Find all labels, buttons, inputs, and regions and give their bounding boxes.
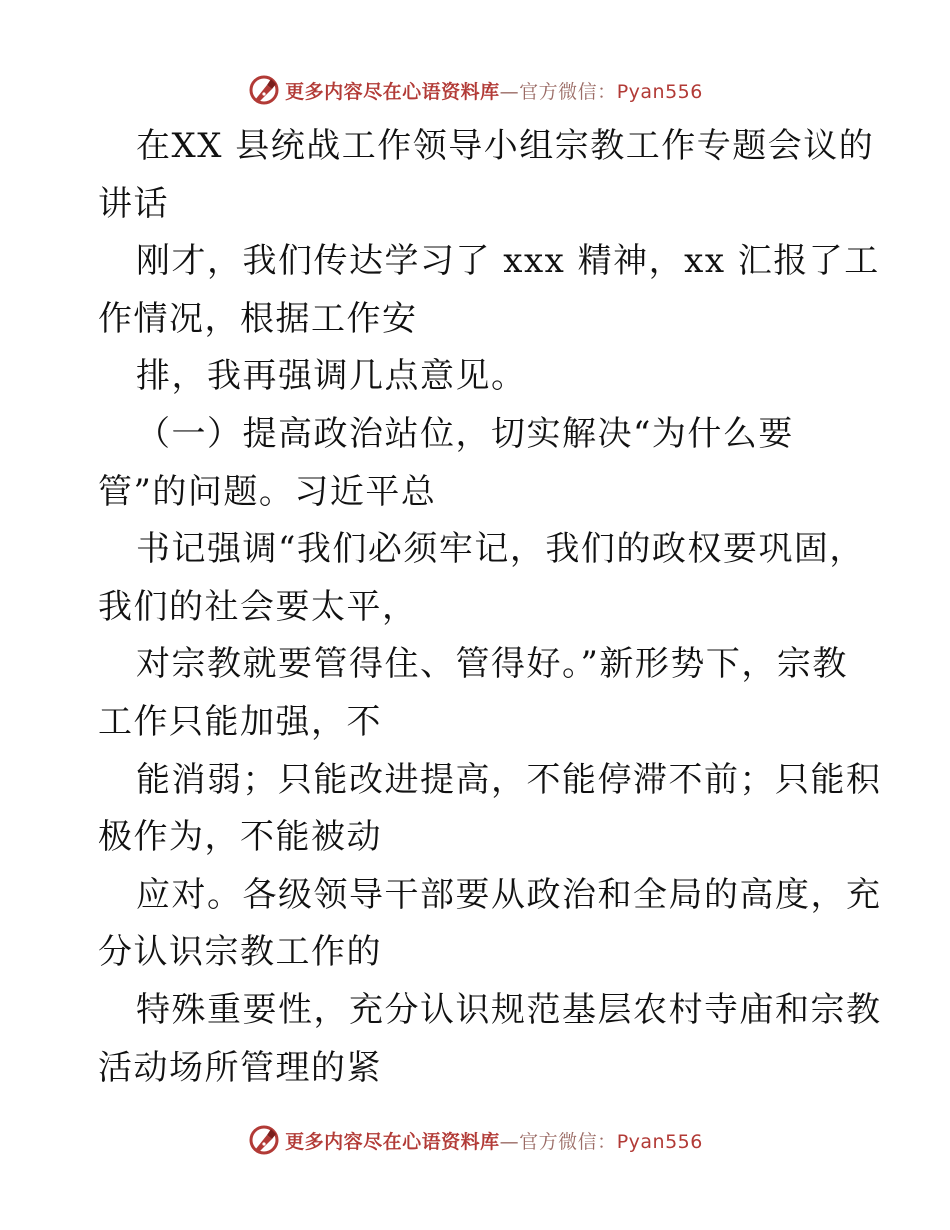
watermark-wechat-id: Pyan556 <box>616 80 703 103</box>
document-line: 作情况，根据工作安 <box>98 298 418 339</box>
document-line: 讲话 <box>98 183 169 224</box>
document-line: （一）提高政治站位，切实解决“为什么要 <box>136 413 794 454</box>
watermark-footer <box>0 1120 950 1160</box>
document-line: 排，我再强调几点意见。 <box>136 356 527 397</box>
watermark-wechat-label: 官方微信： <box>519 1130 617 1153</box>
document-line: 活动场所管理的紧 <box>98 1047 382 1088</box>
watermark-text <box>285 1127 703 1154</box>
watermark-separator: — <box>499 1130 520 1153</box>
document-line: 我们的社会要太平， <box>98 586 418 627</box>
watermark-wechat-id: Pyan556 <box>616 1130 703 1153</box>
document-line: 对宗教就要管得住、管得好。”新形势下，宗教 <box>136 644 848 685</box>
document-line: 书记强调“我们必须牢记，我们的政权要巩固， <box>136 529 865 570</box>
watermark-separator: — <box>499 80 520 103</box>
watermark-brand: 更多内容尽在心语资料库 <box>285 1130 500 1153</box>
document-line: 工作只能加强，不 <box>98 701 382 742</box>
document-line: 刚才，我们传达学习了 xxx 精神，xx 汇报了工 <box>136 241 880 282</box>
watermark-wechat-label: 官方微信： <box>519 80 617 103</box>
watermark-text <box>285 77 703 104</box>
pen-nib-circle-icon <box>247 1123 281 1157</box>
document-line: 分认识宗教工作的 <box>98 932 382 973</box>
document-body <box>98 118 882 1097</box>
watermark-brand: 更多内容尽在心语资料库 <box>285 80 500 103</box>
watermark-header <box>0 70 950 110</box>
pen-nib-circle-icon <box>247 73 281 107</box>
document-line: 在XX 县统战工作领导小组宗教工作专题会议的 <box>136 126 875 166</box>
document-line: 应对。各级领导干部要从政治和全局的高度，充 <box>136 874 882 915</box>
document-line: 能消弱；只能改进提高，不能停滞不前；只能积 <box>136 759 882 800</box>
document-line: 极作为，不能被动 <box>98 817 382 858</box>
document-line: 管”的问题。习近平总 <box>98 471 437 512</box>
document-line: 特殊重要性，充分认识规范基层农村寺庙和宗教 <box>136 989 882 1030</box>
